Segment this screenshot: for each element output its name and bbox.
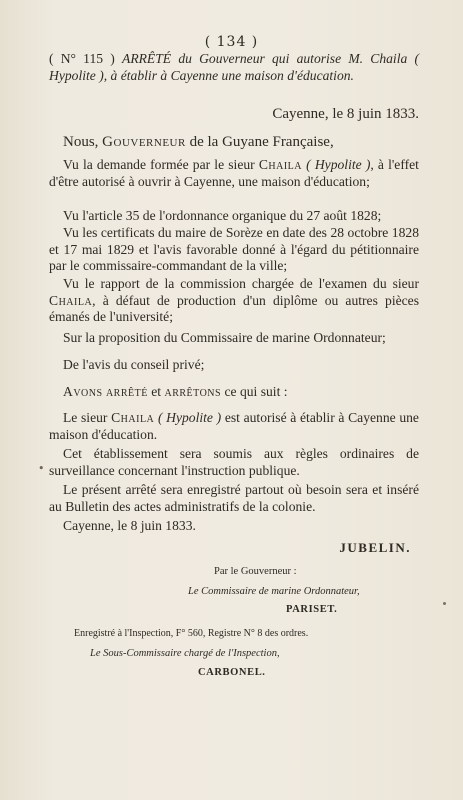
commissaire-title: Le Commissaire de marine Ordonnateur, bbox=[188, 586, 360, 597]
decree-title-body: du Gouverneur qui autorise M. Chaila ( Hypolite ), bbox=[49, 51, 419, 83]
p7-avons: Avons bbox=[63, 384, 103, 399]
p8-given-name: ( Hypolite ) bbox=[157, 410, 222, 425]
registration-line: Enregistré à l'Inspection, F° 560, Registre N° 8 des ordres. bbox=[74, 628, 309, 639]
commissaire-name: PARISET. bbox=[286, 604, 338, 615]
margin-mark: • bbox=[38, 462, 45, 475]
p7-arrete: arrêté bbox=[105, 384, 148, 399]
paragraph-article-1 bbox=[49, 410, 419, 443]
p1-text-b: , à l'effet d'être autorisé à ouvrir à Cayenne, une maison d'éducation; bbox=[49, 157, 419, 189]
signature-jubelin: JUBELIN. bbox=[339, 540, 411, 555]
par-le-gouverneur: Par le Gouverneur : bbox=[214, 566, 297, 577]
page-number: ( 134 ) bbox=[204, 34, 259, 50]
paragraph-article-3: Le présent arrêté sera enregistré partout où besoin sera et inséré au Bulletin des actes administratifs de la colonie. bbox=[49, 482, 419, 514]
p4-text-b: , à défaut de production d'un diplôme ou autres pièces émanés de l'université; bbox=[49, 292, 419, 324]
p8-text-a: Le sieur bbox=[63, 410, 108, 425]
paragraph-article: Vu l'article 35 de l'ordonnance organique du 27 août 1828; bbox=[63, 208, 382, 223]
p8-text-b: est autorisé à établir à Cayenne une maison d'éducation. bbox=[49, 410, 419, 442]
decree-title-end: à établir à Cayenne une maison d'éducation. bbox=[110, 67, 354, 83]
p7-arretons: arrêtons bbox=[164, 384, 222, 399]
p4-text-a: Vu le rapport de la commission chargée de l'examen du sieur bbox=[63, 276, 419, 291]
p7-ce-qui-suit: ce qui suit : bbox=[224, 384, 288, 399]
p8-name: Chaila bbox=[111, 410, 155, 425]
decree-heading bbox=[49, 51, 419, 84]
sous-commissaire-title: Le Sous-Commissaire chargé de l'Inspection, bbox=[90, 648, 280, 659]
p1-given-name: ( Hypolite ) bbox=[306, 157, 371, 172]
p1-name: Chaila bbox=[258, 157, 303, 172]
p1-text-a: Vu la demande formée par le sieur bbox=[63, 157, 255, 172]
governor-title: Gouverneur bbox=[102, 134, 186, 150]
decree-number: ( N° 115 ) bbox=[49, 51, 115, 66]
dateline: Cayenne, le 8 juin 1833. bbox=[272, 106, 419, 122]
p4-name: Chaila bbox=[49, 292, 93, 308]
paragraph-proposition: Sur la proposition du Commissaire de marine Ordonnateur; bbox=[63, 330, 386, 345]
nous-prefix: Nous, bbox=[63, 134, 99, 150]
paragraph-certificats: Vu les certificats du maire de Sorèze en date des 28 octobre 1828 et 17 mai 1829 et l'avis favorable donné à l'égard du pétitionnaire par le commissaire-commandant de la ville; bbox=[49, 225, 419, 273]
paragraph-rapport bbox=[49, 276, 419, 326]
paragraph-article-2: Cet établissement sera soumis aux règles ordinaires de surveillance concernant l'instruction publique. bbox=[49, 446, 419, 478]
nous-suffix: de la Guyane Française, bbox=[189, 134, 334, 150]
paragraph-demande bbox=[49, 157, 419, 190]
paragraph-avons-arrete bbox=[49, 384, 419, 401]
nous-governor-line bbox=[63, 134, 334, 151]
sous-commissaire-name: CARBONEL. bbox=[198, 667, 266, 678]
decree-title-arrete: ARRÊTÉ bbox=[122, 51, 172, 66]
paragraph-avis: De l'avis du conseil privé; bbox=[63, 357, 205, 372]
closing-date: Cayenne, le 8 juin 1833. bbox=[63, 518, 196, 533]
p7-et: et bbox=[151, 384, 162, 399]
ink-blot bbox=[443, 602, 446, 605]
